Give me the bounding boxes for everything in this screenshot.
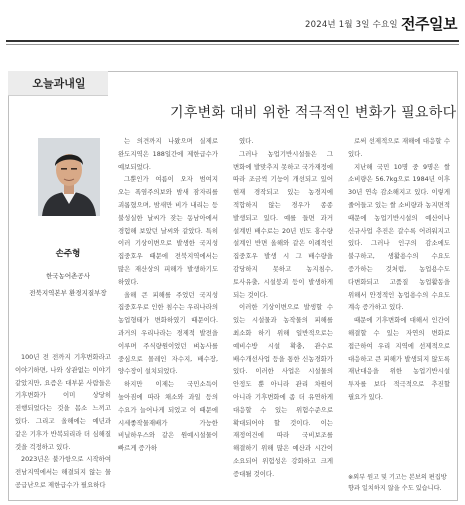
disclaimer-note: ※외부 원고 및 기고는 본보의 편집방향과 일치하지 않을 수도 있습니다. bbox=[348, 474, 447, 492]
paragraph: 올해 큰 피해를 주었던 국지성 집중호우로 인한 침수는 우리나라의 농업형태가 변화하였기 때문이다. 과거의 우리나라는 경제적 발전을 이루며 주식량원이었던 벼농사를 중심으로 몰레인 자수지, 배수장, 양수장이 설치되었다. bbox=[118, 290, 218, 376]
masthead-rule bbox=[6, 40, 459, 42]
body-column-4 bbox=[348, 135, 450, 455]
paragraph: 100년 전 전까지 기후변화라고 이야기하면, 나와 상관없는 이야기 같았지만, 요즘은 대부분 사람들은 기후변화가 이미 상당히 진행되었다는 것을 몸소 느끼고 있다. 그리고 올해에는 예년과 같은 기후가 반복되리라 더 심해질 것을 걱정하고 있다. bbox=[15, 353, 111, 451]
author-role: 전북지역본부 환경지질부장 bbox=[29, 289, 107, 297]
body-column-1 bbox=[15, 351, 111, 501]
paragraph: 그러나 농업기반시설들은 그 변화에 발맞추지 못하고 국가재정에 따라 조금씩 기능이 개선되고 있어 현재 경작되고 있는 농경지에 적합하지 않는 경우가 종종 발생되고 있다. 예를 들면 과거 설계빈 배수로는 20년 빈도 홍수량 설계인 반면 올해와 같은 이례적인 집중호우 발생 시 그 배수량을 감당하지 못하고 농지침수, 토사유출, 시설붕괴 등이 발생하게 되는 것이다. bbox=[233, 149, 333, 299]
masthead bbox=[0, 0, 465, 46]
body-column-3 bbox=[233, 135, 333, 501]
paragraph: 하지만 이제는 국민소득이 높아짐에 따라 채소와 과일 등의 수요가 늘어나게 되었고 이 때문에 시세좋작물재배가 가능한 비닐하우스와 같은 원예시설물이 빠르게 증가하 bbox=[118, 380, 218, 453]
paragraph: 이러한 기상이변으로 발생할 수 있는 시설물과 농작물의 피해를 최소화 하기 위해 일반적으로는 예비수방 시설 확충, 관수로 배수개선사업 등을 통한 신농경화가 있다. 이러한 사업은 시설물의 안정도 뿐 아니라 관리 차원이 아니라 기후변화에 좀 더 유연하게 대응할 수 있는 위험수준으로 확대되어야 할 것이다. 이는 재정여건에 따라 국비보조를 해결하기 위해 많은 예산과 시간이 소요되어 위험성은 강화하고 크게 증대될 것이다. bbox=[233, 303, 333, 478]
column-label: 오늘과내일 bbox=[32, 77, 86, 90]
paragraph: 로써 선제적으로 재해에 대응할 수 있다. bbox=[348, 137, 450, 158]
body-column-2 bbox=[118, 135, 218, 501]
author-photo bbox=[38, 138, 100, 216]
author-portrait-icon bbox=[38, 138, 100, 216]
headline: 기후변화 대비 위한 적극적인 변화가 필요하다 bbox=[170, 105, 457, 121]
paragraph: 그뿐인가 여름이 오자 범여지 오는 폭염주의보와 밤새 잠자리를 괴롭혔으며, 밤새만 비가 내리는 등 불성실한 날씨가 잦는 동남아에서 경험해 보았던 날씨와 같았다. 특히 이러 기상이변으로 발생한 국지성 집중호우 때문에 전북지역에서는 많은 재산상의 피해가 발생하기도 하였다. bbox=[118, 175, 218, 286]
paragraph: 때문에 기후변화에 대해서 인간이 해결할 수 있는 자연의 변화로 접근하여 우리 지역에 선제적으로 대응하고 큰 피해가 발생되지 않도록 재난대응을 위한 농업기반시설 투자를 보다 적극적으로 추진할 필요가 있다. bbox=[348, 316, 450, 401]
masthead-rule-thin bbox=[6, 44, 459, 45]
publication-date: 2024년 1월 3일 수요일 bbox=[305, 20, 398, 30]
paragraph: 는 의견까지 나왔으며 실제로 완도지역은 188일간에 제한급수가 예보되었다. bbox=[118, 137, 218, 171]
paragraph: 지난해 국민 10명 중 9명은 쌀 소비량은 56.7kg으로 1984년 이후 30년 연속 감소해지고 있다. 이렇게 줄어들고 있는 쌀 소비량과 농지면적 때문에 농업기반시설의 예산이나 신규사업 추진은 갈수록 어려워지고 있다. 그러나 인구의 감소에도 불구하고, 생활용수의 수요도 증가하는 것처럼, 농업용수도 다변화되고 고품질 농업활동을 위해서 안정적인 농업용수의 수요도 계속 증가하고 있다. bbox=[348, 162, 450, 312]
paragraph: 였다. bbox=[239, 137, 254, 145]
paragraph: 2023년은 불가항으로 시작하여 전남지역에서는 해결되지 않는 물 공급난으로 제한급수가 필요하다 bbox=[15, 455, 111, 489]
author-organization: 한국농어촌공사 bbox=[46, 272, 90, 280]
author-name: 손주형 bbox=[55, 249, 81, 259]
newspaper-name: 전주일보 bbox=[401, 15, 457, 33]
